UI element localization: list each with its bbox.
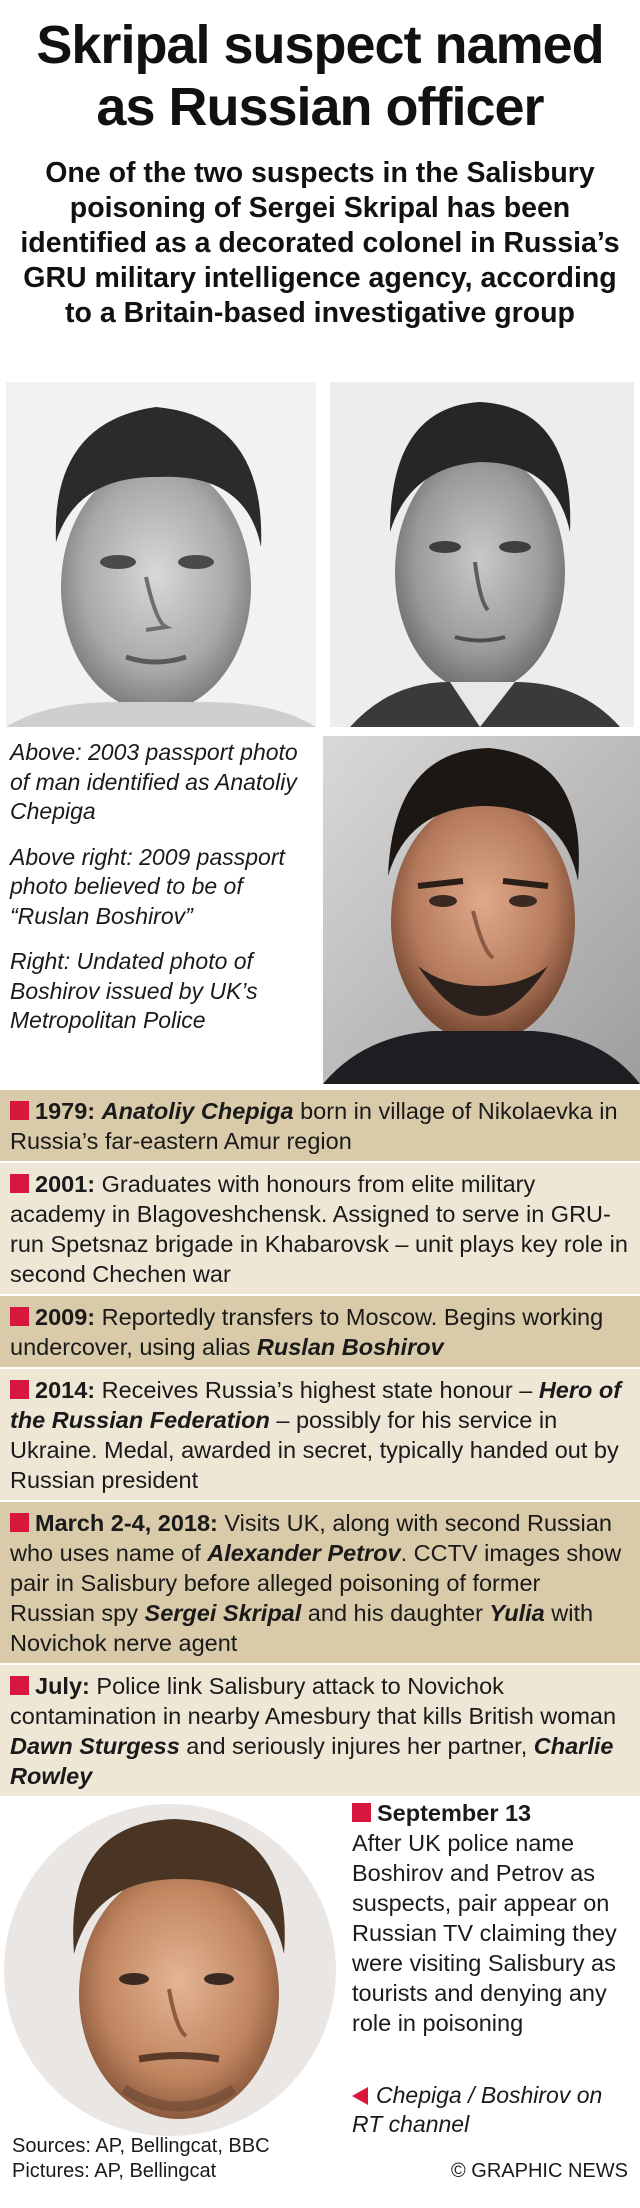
intro-paragraph: One of the two suspects in the Salisbury poisoning of Sergei Skripal has been identified as a decorated colonel in Russia’s GRU military intelligence agency, according to a Britain-based investigative group: [20, 157, 620, 329]
headline-line-2: as Russian officer: [96, 77, 544, 137]
rt-channel-photo: [4, 1804, 336, 2136]
caption-police-photo: Right: Undated photo of Boshirov issued by UK’s Metropolitan Police: [10, 948, 258, 1033]
photo-captions: [10, 738, 315, 1052]
sources-line: Sources: AP, Bellingcat, BBC: [12, 2135, 270, 2157]
red-square-icon: [10, 1174, 29, 1193]
red-square-icon: [10, 1676, 29, 1695]
red-square-icon: [352, 1803, 371, 1822]
timeline-entry-september-13: September 13 After UK police name Boshirov and Petrov as suspects, pair appear on Russian TV claiming they were visiting Salisbury as tourists and denying any role in poisoning: [352, 1800, 617, 2036]
passport-photo-2003: [6, 382, 316, 727]
timeline-entry-july: July: Police link Salisbury attack to Novichok contamination in nearby Amesbury that kills British woman Dawn Sturgess and seriously injures her partner, Charlie Rowley: [0, 1663, 640, 1796]
sources: [12, 2134, 270, 2184]
rt-photo-caption: Chepiga / Boshirov on RT channel: [352, 2082, 603, 2137]
red-square-icon: [10, 1101, 29, 1120]
timeline-entry-2009: 2009: Reportedly transfers to Moscow. Begins working undercover, using alias Ruslan Boshirov: [0, 1294, 640, 1367]
timeline-entry-2014: 2014: Receives Russia’s highest state honour – Hero of the Russian Federation – possibly for his service in Ukraine. Medal, awarded in secret, typically handed out by Russian president: [0, 1367, 640, 1500]
headline-line-1: Skripal suspect named: [36, 15, 604, 75]
caption-2003-photo: Above: 2003 passport photo of man identified as Anatoliy Chepiga: [10, 739, 298, 824]
red-square-icon: [10, 1380, 29, 1399]
metropolitan-police-photo: [323, 736, 640, 1084]
copyright-credit: © GRAPHIC NEWS: [451, 2160, 628, 2182]
headline: [0, 14, 640, 138]
passport-photo-2009: [330, 382, 634, 727]
red-square-icon: [10, 1513, 29, 1532]
pictures-line: Pictures: AP, Bellingcat: [12, 2160, 217, 2182]
pointer-triangle-icon: [352, 2087, 368, 2105]
timeline-entry-1979: 1979: Anatoliy Chepiga born in village of Nikolaevka in Russia’s far-eastern Amur region: [0, 1090, 640, 1161]
caption-2009-photo: Above right: 2009 passport photo believed to be of “Ruslan Boshirov”: [10, 843, 285, 929]
timeline-entry-march-2018: March 2-4, 2018: Visits UK, along with second Russian who uses name of Alexander Petrov. CCTV images show pair in Salisbury before alleged poisoning of former Russian spy Sergei Skripal and his daughter Yulia with Novichok nerve agent: [0, 1500, 640, 1663]
timeline: [0, 1090, 640, 1796]
red-square-icon: [10, 1307, 29, 1326]
timeline-entry-2001: 2001: Graduates with honours from elite military academy in Blagoveshchensk. Assigned to serve in GRU-run Spetsnaz brigade in Khabarovsk – unit plays key role in second Chechen war: [0, 1161, 640, 1294]
